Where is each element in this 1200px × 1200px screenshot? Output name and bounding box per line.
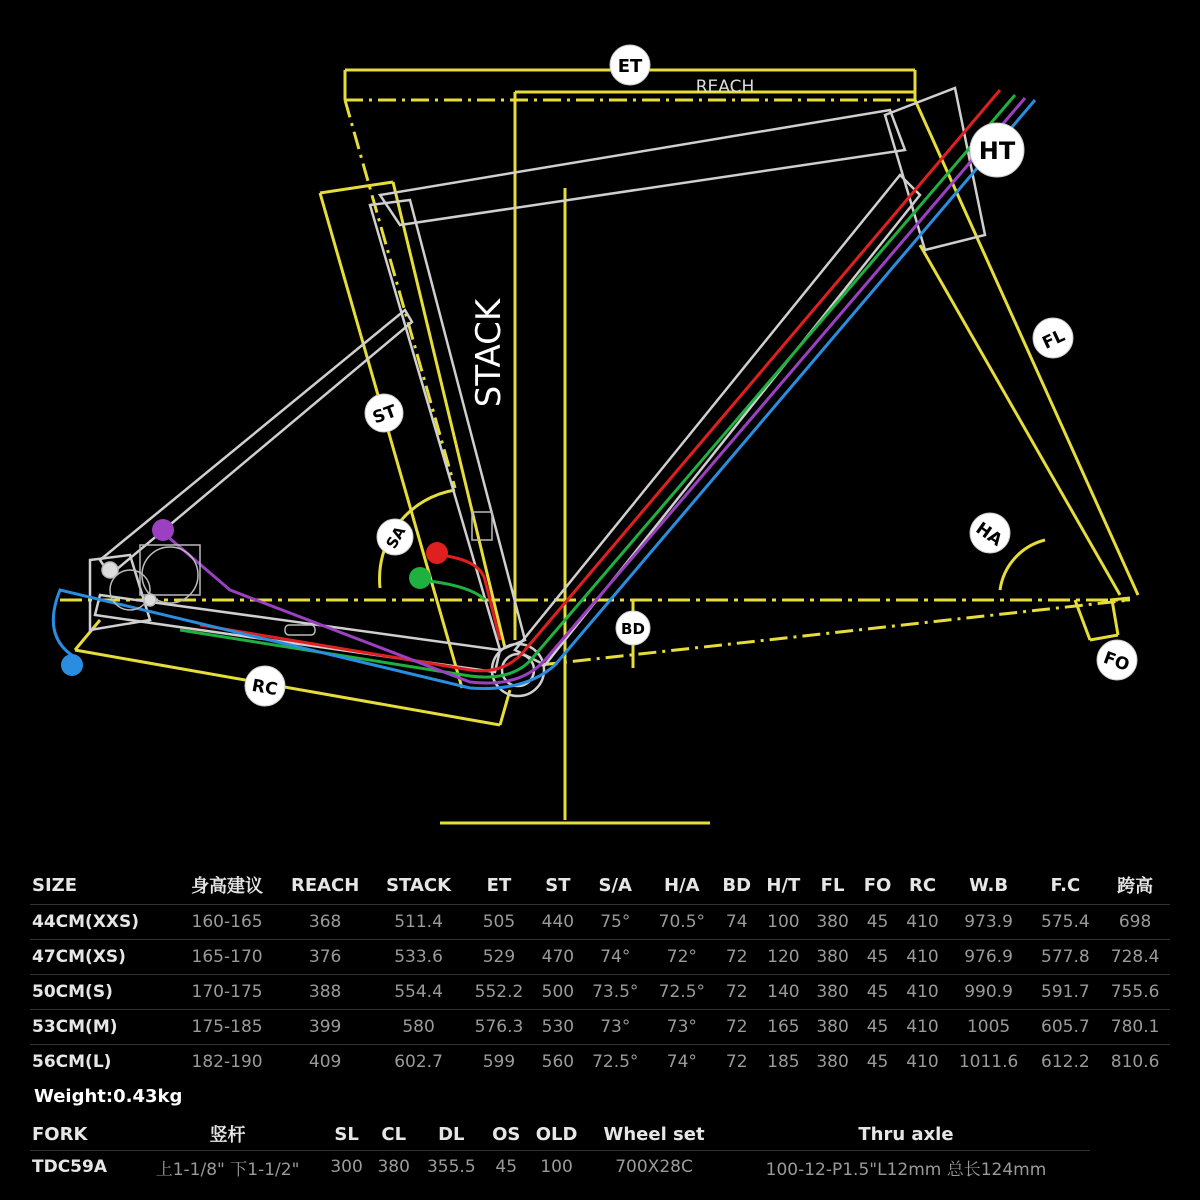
table-cell: 72 xyxy=(715,1010,758,1045)
table-cell: 185 xyxy=(758,1045,808,1080)
table-cell: 602.7 xyxy=(373,1045,464,1080)
table-cell: 399 xyxy=(277,1010,373,1045)
table-cell: 409 xyxy=(277,1045,373,1080)
table-cell: 182-190 xyxy=(177,1045,277,1080)
cell-size: 56CM(L) xyxy=(30,1045,177,1080)
table-cell: 780.1 xyxy=(1100,1010,1170,1045)
table-cell: 73° xyxy=(649,1010,716,1045)
fork-table xyxy=(30,1118,1090,1183)
table-cell: 100 xyxy=(758,905,808,940)
col-ha: H/A xyxy=(664,874,700,896)
col-old: OLD xyxy=(535,1123,578,1145)
col-fc: F.C xyxy=(1050,874,1081,896)
table-cell: 599 xyxy=(464,1045,534,1080)
table-cell: 72.5° xyxy=(649,975,716,1010)
table-cell: 554.4 xyxy=(373,975,464,1010)
table-cell: 74 xyxy=(715,905,758,940)
table-cell: 990.9 xyxy=(947,975,1031,1010)
geometry-header-row xyxy=(30,866,1170,905)
table-cell: 612.2 xyxy=(1031,1045,1101,1080)
cell-size: 50CM(S) xyxy=(30,975,177,1010)
col-fo: FO xyxy=(863,874,892,896)
table-cell: 165 xyxy=(758,1010,808,1045)
table-cell: 388 xyxy=(277,975,373,1010)
table-cell: 605.7 xyxy=(1031,1010,1101,1045)
col-height: 身高建议 xyxy=(191,876,264,897)
frame-tubes xyxy=(90,88,985,696)
label-st: ST xyxy=(370,401,400,429)
table-cell: 100-12-P1.5"L12mm 总长124mm xyxy=(722,1151,1090,1184)
cell-size: 44CM(XXS) xyxy=(30,905,177,940)
table-cell: 72 xyxy=(715,1045,758,1080)
table-cell: 560 xyxy=(534,1045,582,1080)
label-stack: STACK xyxy=(469,298,509,408)
table-cell: 410 xyxy=(898,940,946,975)
table-cell: 700X28C xyxy=(586,1151,722,1184)
table-cell: 440 xyxy=(534,905,582,940)
table-cell: 728.4 xyxy=(1100,940,1170,975)
table-cell: 410 xyxy=(898,1010,946,1045)
col-et: ET xyxy=(486,874,512,896)
cell-size: 47CM(XS) xyxy=(30,940,177,975)
table-cell: 380 xyxy=(370,1151,417,1184)
table-cell: 368 xyxy=(277,905,373,940)
table-row xyxy=(30,1010,1170,1045)
table-cell: 1011.6 xyxy=(947,1045,1031,1080)
fork-header-row xyxy=(30,1118,1090,1151)
col-wheel-set: Wheel set xyxy=(603,1123,705,1145)
table-cell: 75° xyxy=(582,905,649,940)
table-cell: 410 xyxy=(898,975,946,1010)
table-cell: 73° xyxy=(582,1010,649,1045)
label-fo: FO xyxy=(1100,648,1132,676)
table-cell: 810.6 xyxy=(1100,1045,1170,1080)
table-cell: 45 xyxy=(857,1010,899,1045)
cell-size: 53CM(M) xyxy=(30,1010,177,1045)
table-cell: 72 xyxy=(715,975,758,1010)
col-bd: BD xyxy=(722,874,752,896)
table-cell: 576.3 xyxy=(464,1010,534,1045)
table-cell: 上1-1/8" 下1-1/2" xyxy=(132,1151,323,1184)
table-cell: 591.7 xyxy=(1031,975,1101,1010)
table-cell: 165-170 xyxy=(177,940,277,975)
table-cell: 575.4 xyxy=(1031,905,1101,940)
table-cell: 410 xyxy=(898,1045,946,1080)
table-cell: 45 xyxy=(857,1045,899,1080)
table-cell: 380 xyxy=(808,1045,856,1080)
table-row xyxy=(30,905,1170,940)
table-cell: 72° xyxy=(649,940,716,975)
table-cell: 100 xyxy=(527,1151,586,1184)
table-row xyxy=(30,1045,1170,1080)
table-cell: 120 xyxy=(758,940,808,975)
col-cl: CL xyxy=(381,1123,407,1145)
cell-fork-model: TDC59A xyxy=(30,1151,132,1184)
table-cell: 755.6 xyxy=(1100,975,1170,1010)
table-row xyxy=(30,975,1170,1010)
table-cell: 160-165 xyxy=(177,905,277,940)
col-fl: FL xyxy=(820,874,845,896)
table-cell: 976.9 xyxy=(947,940,1031,975)
col-size: SIZE xyxy=(32,874,78,896)
table-cell: 45 xyxy=(857,940,899,975)
col-reach: REACH xyxy=(290,874,360,896)
table-cell: 300 xyxy=(323,1151,370,1184)
table-cell: 72.5° xyxy=(582,1045,649,1080)
table-cell: 380 xyxy=(808,1010,856,1045)
dimension-labels xyxy=(250,56,1132,700)
table-cell: 45 xyxy=(485,1151,527,1184)
label-et: ET xyxy=(617,56,643,77)
table-cell: 511.4 xyxy=(373,905,464,940)
col-steerer: 竖杆 xyxy=(209,1125,246,1146)
col-sl: SL xyxy=(334,1123,359,1145)
table-cell: 70.5° xyxy=(649,905,716,940)
col-wb: W.B xyxy=(969,874,1009,896)
label-sa: SA xyxy=(382,523,410,552)
table-cell: 72 xyxy=(715,940,758,975)
table-cell: 73.5° xyxy=(582,975,649,1010)
table-cell: 45 xyxy=(857,905,899,940)
table-row xyxy=(30,1151,1090,1184)
table-cell: 698 xyxy=(1100,905,1170,940)
table-cell: 500 xyxy=(534,975,582,1010)
frame-weight: Weight:0.43kg xyxy=(28,1080,234,1114)
col-os: OS xyxy=(492,1123,521,1145)
dimension-lines xyxy=(60,70,1138,823)
label-reach: REACH xyxy=(695,77,755,97)
table-cell: 410 xyxy=(898,905,946,940)
table-cell: 577.8 xyxy=(1031,940,1101,975)
col-sa: S/A xyxy=(598,874,632,896)
geometry-table xyxy=(30,866,1170,1079)
col-standover: 跨高 xyxy=(1117,876,1154,897)
table-cell: 529 xyxy=(464,940,534,975)
table-cell: 530 xyxy=(534,1010,582,1045)
col-st: ST xyxy=(545,874,571,896)
col-dl: DL xyxy=(438,1123,465,1145)
table-row xyxy=(30,940,1170,975)
table-cell: 973.9 xyxy=(947,905,1031,940)
col-thru-axle: Thru axle xyxy=(858,1123,954,1145)
label-rc: RC xyxy=(250,675,279,701)
table-cell: 580 xyxy=(373,1010,464,1045)
table-cell: 380 xyxy=(808,940,856,975)
col-rc: RC xyxy=(908,874,937,896)
label-bd: BD xyxy=(621,620,645,638)
table-cell: 140 xyxy=(758,975,808,1010)
table-cell: 380 xyxy=(808,975,856,1010)
col-ht: H/T xyxy=(766,874,801,896)
table-cell: 505 xyxy=(464,905,534,940)
table-cell: 1005 xyxy=(947,1010,1031,1045)
table-cell: 470 xyxy=(534,940,582,975)
table-cell: 533.6 xyxy=(373,940,464,975)
table-cell: 170-175 xyxy=(177,975,277,1010)
label-fl: FL xyxy=(1039,326,1069,354)
table-cell: 376 xyxy=(277,940,373,975)
label-ha: HA xyxy=(971,518,1006,551)
table-cell: 552.2 xyxy=(464,975,534,1010)
col-stack: STACK xyxy=(386,874,452,896)
label-ht: HT xyxy=(978,137,1016,165)
table-cell: 175-185 xyxy=(177,1010,277,1045)
table-cell: 380 xyxy=(808,905,856,940)
table-cell: 74° xyxy=(582,940,649,975)
table-cell: 45 xyxy=(857,975,899,1010)
table-cell: 74° xyxy=(649,1045,716,1080)
col-fork: FORK xyxy=(32,1123,88,1145)
table-cell: 355.5 xyxy=(417,1151,485,1184)
